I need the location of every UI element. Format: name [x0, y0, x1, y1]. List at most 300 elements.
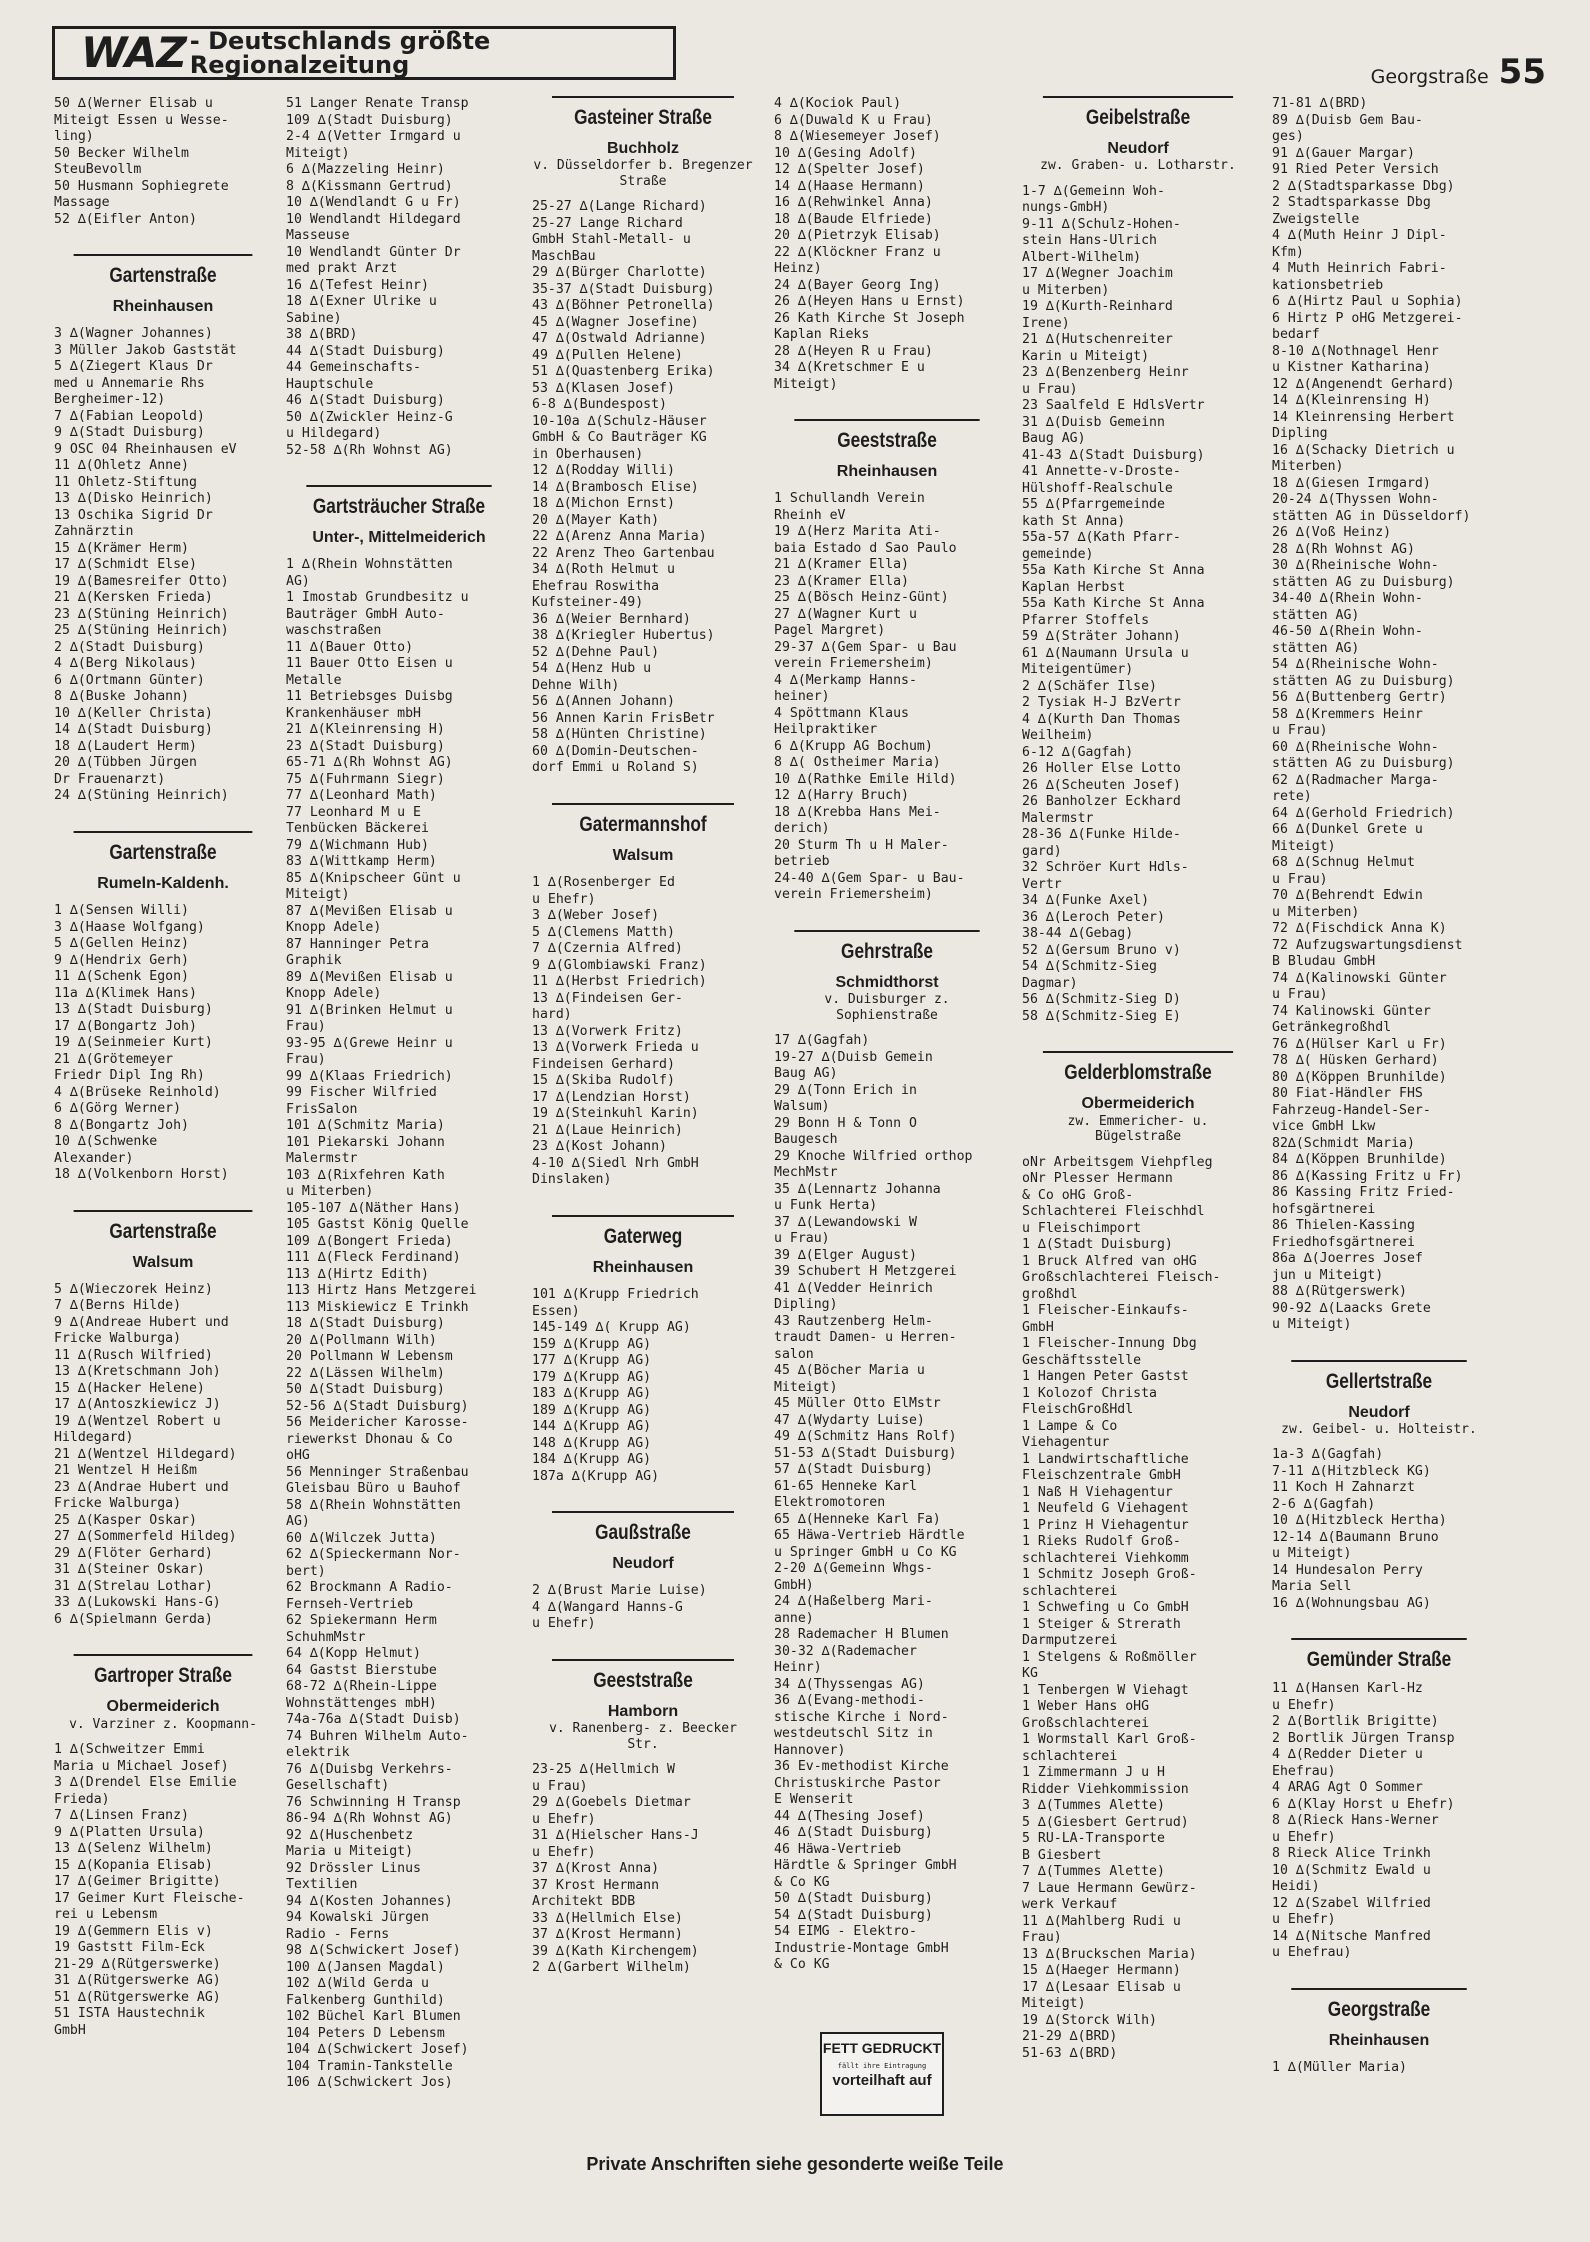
directory-entry: 22 ∆(Arenz Anna Maria)	[532, 529, 707, 545]
column-5	[1022, 96, 1254, 2062]
directory-entry: 17 ∆(Antoszkiewicz J)	[54, 1397, 221, 1413]
directory-entry: 5 ∆(Clemens Matth)	[532, 924, 675, 940]
directory-entry: 11a ∆(Klimek Hans)	[54, 985, 197, 1001]
directory-entry: 189 ∆(Krupp AG)	[532, 1402, 652, 1418]
directory-entry: 102 ∆(Wild Gerda u	[286, 1976, 429, 1992]
directory-entry: Dehne Wilh)	[532, 677, 620, 693]
directory-entry: 16 ∆(Schacky Dietrich u	[1272, 442, 1455, 458]
directory-entry: u Ehefr)	[1272, 1912, 1336, 1928]
directory-entry: 36 Ev-methodist Kirche	[774, 1759, 949, 1775]
directory-entry: 24 ∆(Haßelberg Mari-	[774, 1594, 933, 1610]
directory-entry: 6-8 ∆(Bundespost)	[532, 397, 667, 413]
directory-entry: 9 ∆(Hendrix Gerh)	[54, 952, 189, 968]
district-name: Neudorf	[612, 1555, 674, 1573]
directory-entry: 71-81 ∆(BRD)	[1272, 96, 1368, 111]
directory-entry: 62 ∆(Spieckermann Nor-	[286, 1547, 461, 1563]
directory-entry: 38 ∆(Kriegler Hubertus)	[532, 628, 715, 644]
district-name: Neudorf	[1107, 140, 1169, 158]
entry-list	[532, 875, 754, 1189]
directory-entry: schlachterei	[1022, 1748, 1118, 1764]
directory-entry: 62 Spiekermann Herm	[286, 1613, 437, 1629]
directory-entry: 1 Fleischer-Einkaufs-	[1022, 1303, 1189, 1319]
directory-entry: stätten AG in Düsseldorf)	[1272, 508, 1471, 524]
directory-entry: 3 ∆(Weber Josef)	[532, 908, 660, 924]
directory-entry: Ehefrau)	[1272, 1763, 1336, 1779]
directory-entry: 148 ∆(Krupp AG)	[532, 1435, 652, 1451]
directory-entry: 9 ∆(Glombiawski Franz)	[532, 957, 707, 973]
street-title: Gartenstraße	[74, 254, 253, 287]
directory-entry: heiner)	[774, 689, 830, 705]
directory-entry: Pfarrer Stoffels	[1022, 612, 1150, 628]
directory-entry: nungs-GmbH)	[1022, 200, 1110, 216]
directory-entry: 105 Gastst König Quelle	[286, 1217, 469, 1233]
directory-entry: 10 ∆(Rathke Emile Hild)	[774, 771, 957, 787]
street-range-note: v. Düsseldorfer b. Bregenzer Straße	[533, 158, 753, 189]
directory-entry: 51 ∆(Quastenberg Erika)	[532, 364, 715, 380]
directory-entry: 58 ∆(Hünten Christine)	[532, 727, 707, 743]
directory-entry: 72 Aufzugswartungsdienst	[1272, 937, 1463, 953]
directory-entry: Pagel Margret)	[774, 623, 886, 639]
directory-entry: ling)	[54, 129, 94, 144]
directory-entry: 18 ∆(Giesen Irmgard)	[1272, 475, 1431, 491]
directory-entry: 58 ∆(Kremmers Heinr	[1272, 706, 1423, 722]
directory-entry: u Ehefrau)	[1272, 1945, 1352, 1961]
directory-entry: 106 ∆(Schwickert Jos)	[286, 2075, 453, 2091]
directory-entry: Fricke Walburga)	[54, 1496, 182, 1512]
directory-entry: 1a-3 ∆(Gagfah)	[1272, 1447, 1384, 1463]
street-section	[54, 254, 272, 805]
street-title: Gartsträucher Straße	[306, 485, 491, 518]
directory-entry: 99 ∆(Klaas Friedrich)	[286, 1068, 453, 1084]
directory-entry: 7 ∆(Czernia Alfred)	[532, 941, 683, 957]
directory-entry: 183 ∆(Krupp AG)	[532, 1386, 652, 1402]
directory-entry: 11 Bauer Otto Eisen u	[286, 656, 453, 672]
directory-entry: 31 ∆(Hielscher Hans-J	[532, 1828, 699, 1844]
directory-entry: 26 Holler Else Lotto	[1022, 761, 1181, 777]
directory-entry: 46 ∆(Stadt Duisburg)	[286, 393, 445, 408]
directory-entry: Hildegard)	[54, 1430, 134, 1446]
directory-entry: Miteigt)	[1272, 838, 1336, 854]
directory-entry: 13 ∆(Vorwerk Fritz)	[532, 1023, 683, 1039]
directory-entry: FrisSalon	[286, 1101, 358, 1117]
directory-entry: Miterben)	[1272, 459, 1344, 474]
masthead	[52, 26, 676, 80]
directory-entry: 1-7 ∆(Gemeinn Woh-	[1022, 183, 1165, 199]
directory-entry: 22 Arenz Theo Gartenbau	[532, 545, 715, 561]
entry-list	[54, 1742, 272, 2039]
directory-entry: 91 ∆(Gauer Margar)	[1272, 145, 1415, 161]
directory-entry: Miteigt Essen u Wesse-	[54, 112, 229, 128]
directory-entry: 39 ∆(Kath Kirchengem)	[532, 1943, 699, 1959]
directory-entry: & Co oHG Groß-	[1022, 1187, 1134, 1203]
directory-entry: 23 ∆(Andrae Hubert und	[54, 1479, 229, 1495]
directory-entry: 51-53 ∆(Stadt Duisburg)	[774, 1445, 957, 1461]
column-3	[532, 96, 754, 1977]
directory-entry: 38-44 ∆(Gebag)	[1022, 926, 1134, 942]
directory-entry: 2 Bortlik Jürgen Transp	[1272, 1730, 1455, 1746]
directory-entry: 9 ∆(Andreae Hubert und	[54, 1314, 229, 1330]
entry-list	[1022, 1155, 1254, 2063]
directory-entry: 11 ∆(Bauer Otto)	[286, 639, 414, 655]
directory-entry: 52 ∆(Gersum Bruno v)	[1022, 942, 1181, 958]
directory-entry: Findeisen Gerhard)	[532, 1056, 675, 1072]
directory-entry: 52-58 ∆(Rh Wohnst AG)	[286, 442, 453, 458]
district-name: Obermeiderich	[106, 1698, 220, 1716]
directory-entry: 31 ∆(Steiner Oskar)	[54, 1562, 205, 1578]
directory-entry: werk Verkauf	[1022, 1897, 1118, 1913]
directory-entry: 13 Oschika Sigrid Dr	[54, 507, 213, 523]
street-title: Gartenstraße	[74, 831, 253, 864]
directory-entry: 9 OSC 04 Rheinhausen eV	[54, 441, 237, 457]
directory-entry: 54 ∆(Schmitz-Sieg	[1022, 959, 1157, 975]
directory-entry: 1 Naß H Viehagentur	[1022, 1484, 1173, 1500]
directory-entry: 28 ∆(Heyen R u Frau)	[774, 343, 933, 359]
directory-entry: Friedr Dipl Ing Rh)	[54, 1068, 205, 1084]
directory-entry: 1 ∆(Müller Maria)	[1272, 2060, 1407, 2076]
directory-entry: 113 Hirtz Hans Metzgerei	[286, 1283, 477, 1299]
directory-entry: 111 ∆(Fleck Ferdinand)	[286, 1250, 461, 1266]
directory-entry: Frau)	[286, 1052, 326, 1068]
directory-entry: 4 ∆(Berg Nikolaus)	[54, 656, 197, 672]
directory-entry: 68 ∆(Schnug Helmut	[1272, 855, 1415, 870]
directory-entry: in Oberhausen)	[532, 446, 644, 462]
directory-entry: 62 ∆(Radmacher Marga-	[1272, 772, 1439, 788]
directory-entry: 12 ∆(Rodday Willi)	[532, 463, 675, 479]
directory-entry: 60 ∆(Domin-Deutschen-	[532, 743, 699, 759]
directory-entry: 109 ∆(Stadt Duisburg)	[286, 112, 453, 128]
directory-entry: 16 ∆(Wohnungsbau AG)	[1272, 1595, 1431, 1611]
directory-entry: 36 ∆(Weier Bernhard)	[532, 611, 691, 627]
directory-entry: 4 Muth Heinrich Fabri-	[1272, 261, 1447, 276]
directory-entry: 50 Husmann Sophiegrete	[54, 178, 229, 194]
directory-entry: Hülshoff-Realschule	[1022, 480, 1173, 496]
street-title: Gemünder Straße	[1291, 1638, 1466, 1671]
directory-entry: E Wenserit	[774, 1792, 854, 1808]
directory-entry: 1 Fleischer-Innung Dbg	[1022, 1336, 1197, 1352]
directory-entry: 12 ∆(Angenendt Gerhard)	[1272, 376, 1455, 392]
directory-entry: Frau)	[1022, 1930, 1062, 1946]
directory-entry: Geschäftsstelle	[1022, 1352, 1142, 1368]
directory-entry: Miteigt)	[286, 145, 350, 161]
directory-entry: 6 ∆(Duwald K u Frau)	[774, 112, 933, 128]
directory-entry: 11 ∆(Ohletz Anne)	[54, 458, 189, 474]
directory-entry: 9 ∆(Platten Ursula)	[54, 1824, 205, 1840]
directory-entry: 3 ∆(Tummes Alette)	[1022, 1798, 1165, 1814]
directory-entry: Wohnstättenges mbH)	[286, 1695, 437, 1711]
directory-entry: 74 Buhren Wilhelm Auto-	[286, 1728, 469, 1744]
directory-entry: 74 ∆(Kalinowski Günter	[1272, 970, 1447, 986]
directory-entry: 3 Müller Jakob Gaststät	[54, 342, 237, 358]
directory-entry: 19 ∆(Bamesreifer Otto)	[54, 573, 229, 589]
directory-entry: 4 ∆(Kurth Dan Thomas	[1022, 711, 1181, 727]
directory-entry: 55a-57 ∆(Kath Pfarr-	[1022, 530, 1181, 546]
directory-entry: u Springer GmbH u Co KG	[774, 1544, 957, 1560]
street-range-note: v. Ranenberg- z. Beecker Str.	[549, 1721, 737, 1752]
directory-entry: 3 ∆(Haase Wolfgang)	[54, 919, 205, 935]
directory-entry: Maria u Miteigt)	[286, 1844, 414, 1860]
directory-entry: 56 ∆(Buttenberg Gertr)	[1272, 690, 1447, 705]
directory-entry: 72 ∆(Fischdick Anna K)	[1272, 921, 1447, 936]
directory-entry: 98 ∆(Schwickert Josef)	[286, 1943, 461, 1959]
page-header	[1371, 52, 1546, 92]
street-section	[286, 485, 512, 2092]
directory-entry: 20-24 ∆(Thyssen Wohn-	[1272, 492, 1439, 507]
directory-entry: riewerkst Dhonau & Co	[286, 1431, 453, 1447]
directory-entry: u Ehefr)	[1272, 1829, 1336, 1845]
directory-entry: 43 Rautzenberg Helm-	[774, 1313, 933, 1329]
directory-entry: 21 ∆(Grötemeyer	[54, 1051, 174, 1067]
directory-entry: bedarf	[1272, 327, 1320, 342]
running-head-street: Georgstraße	[1370, 66, 1489, 88]
directory-entry: 28-36 ∆(Funke Hilde-	[1022, 827, 1181, 843]
directory-entry: Miteigt)	[774, 1379, 838, 1395]
directory-entry: 77 ∆(Leonhard Math)	[286, 788, 437, 804]
directory-entry: 8 ∆(Buske Johann)	[54, 689, 189, 705]
street-section	[532, 803, 754, 1189]
directory-entry: 88 ∆(Rütgerswerk)	[1272, 1284, 1407, 1299]
directory-entry: 29 ∆(Goebels Dietmar	[532, 1795, 691, 1811]
directory-entry: 10 ∆(Hitzbleck Hertha)	[1272, 1513, 1447, 1529]
directory-entry: Albert-Wilhelm)	[1022, 249, 1142, 265]
street-section	[532, 1215, 754, 1485]
directory-entry: u Ehefr)	[532, 1616, 596, 1632]
directory-entry: Essen)	[532, 1303, 580, 1319]
directory-entry: 51 ∆(Rütgerswerke AG)	[54, 1989, 221, 2005]
directory-entry: Kufsteiner-49)	[532, 595, 644, 611]
directory-entry: 13 ∆(Vorwerk Frieda u	[532, 1040, 699, 1056]
directory-entry: 24 ∆(Stüning Heinrich)	[54, 788, 229, 804]
directory-entry: 7-11 ∆(Hitzbleck KG)	[1272, 1463, 1431, 1479]
directory-entry: 21 ∆(Kersken Frieda)	[54, 590, 213, 606]
directory-entry: 21-29 ∆(Rütgerswerke)	[54, 1956, 221, 1972]
directory-entry: 52 ∆(Eifler Anton)	[54, 211, 197, 227]
directory-entry: 82∆(Schmidt Maria)	[1272, 1135, 1415, 1151]
directory-entry: 1 Zimmermann J u H	[1022, 1765, 1165, 1781]
street-section	[532, 96, 754, 777]
directory-entry: 28 Rademacher H Blumen	[774, 1627, 949, 1643]
directory-entry: 39 Schubert H Metzgerei	[774, 1264, 957, 1280]
directory-entry: 29 ∆(Tonn Erich in	[774, 1082, 917, 1098]
directory-entry: 14 Hundesalon Perry	[1272, 1562, 1423, 1578]
directory-entry: 10 ∆(Keller Christa)	[54, 705, 213, 721]
directory-entry: 99 Fischer Wilfried	[286, 1085, 437, 1101]
directory-entry: FleischGroßHdl	[1022, 1402, 1134, 1418]
street-title: Gellertstraße	[1291, 1360, 1466, 1393]
entry-list	[532, 1762, 754, 1977]
directory-entry: 37 Krost Hermann	[532, 1877, 660, 1893]
directory-entry: 13 ∆(Findeisen Ger-	[532, 990, 683, 1006]
directory-entry: stätten AG zu Duisburg)	[1272, 673, 1455, 689]
directory-entry: 2 ∆(Brust Marie Luise)	[532, 1583, 707, 1599]
directory-entry: 145-149 ∆( Krupp AG)	[532, 1320, 691, 1336]
directory-entry: Massage	[54, 195, 110, 210]
directory-entry: 23 ∆(Kramer Ella)	[774, 573, 909, 589]
district-name: Obermeiderich	[1081, 1095, 1195, 1113]
entry-list	[1272, 2060, 1486, 2077]
directory-entry: 101 ∆(Krupp Friedrich	[532, 1287, 699, 1303]
directory-entry: Heidi)	[1272, 1879, 1320, 1895]
street-section	[54, 96, 272, 228]
directory-entry: 18 ∆(Baude Elfriede)	[774, 211, 933, 227]
page-number: 55	[1498, 52, 1546, 92]
directory-entry: 11 ∆(Hansen Karl-Hz	[1272, 1681, 1423, 1697]
district-name: Neudorf	[1348, 1403, 1410, 1421]
directory-entry: 61-65 Henneke Karl	[774, 1478, 917, 1494]
directory-entry: 64 ∆(Gerhold Friedrich)	[1272, 805, 1455, 821]
directory-entry: 29 Knoche Wilfried orthop	[774, 1148, 973, 1164]
directory-entry: 19-27 ∆(Duisb Gemein	[774, 1049, 933, 1065]
ad-headline: FETT GEDRUCKT	[822, 2040, 942, 2056]
directory-entry: 12 ∆(Harry Bruch)	[774, 788, 909, 804]
directory-entry: 78 ∆( Hüsken Gerhard)	[1272, 1053, 1439, 1068]
directory-entry: Metalle	[286, 672, 342, 688]
directory-entry: Fleischzentrale GmbH	[1022, 1468, 1181, 1484]
directory-entry: 2-4 ∆(Vetter Irmgard u	[286, 129, 461, 144]
directory-entry: u Frau)	[1272, 723, 1328, 738]
street-range-note: zw. Geibel- u. Holteistr.	[1281, 1421, 1477, 1437]
directory-entry: Christuskirche Pastor	[774, 1775, 941, 1791]
directory-entry: 77 Leonhard M u E	[286, 804, 421, 820]
entry-list	[1272, 1681, 1486, 1962]
street-section	[54, 1210, 272, 1629]
directory-entry: 18 ∆(Laudert Herm)	[54, 738, 197, 754]
directory-entry: gemeinde)	[1022, 546, 1094, 562]
directory-entry: 21 ∆(Kramer Ella)	[774, 557, 909, 573]
directory-entry: 19 ∆(Seinmeier Kurt)	[54, 1035, 213, 1051]
directory-entry: 14 ∆(Kleinrensing H)	[1272, 393, 1431, 408]
directory-entry: u Frau)	[1022, 381, 1078, 397]
directory-entry: Baug AG)	[774, 1066, 838, 1082]
directory-entry: 86a ∆(Joerres Josef	[1272, 1251, 1423, 1266]
entry-list	[532, 1287, 754, 1485]
directory-entry: hard)	[532, 1007, 572, 1023]
directory-entry: 14 Kleinrensing Herbert	[1272, 409, 1455, 425]
directory-entry: Dinslaken)	[532, 1172, 612, 1188]
directory-entry: 26 Banholzer Eckhard	[1022, 794, 1181, 810]
street-range-note: zw. Graben- u. Lotharstr.	[1040, 158, 1236, 174]
directory-entry: 4 ∆(Muth Heinr J Dipl-	[1272, 228, 1447, 243]
directory-entry: GmbH Stahl-Metall- u	[532, 232, 691, 248]
district-name: Unter-, Mittelmeiderich	[312, 529, 486, 547]
directory-entry: Großschlachterei	[1022, 1715, 1150, 1731]
directory-entry: 35 ∆(Lennartz Johanna	[774, 1181, 941, 1197]
directory-entry: 1 Tenbergen W Viehagt	[1022, 1682, 1189, 1698]
directory-entry: 56 Menninger Straßenbau	[286, 1464, 469, 1480]
directory-entry: 7 ∆(Berns Hilde)	[54, 1298, 182, 1314]
directory-entry: Miteigt)	[774, 376, 838, 392]
directory-entry: 26 ∆(Voß Heinz)	[1272, 525, 1392, 540]
street-title: Geeststraße	[552, 1659, 734, 1692]
directory-entry: 2 Stadtsparkasse Dbg	[1272, 195, 1431, 210]
directory-entry: 109 ∆(Bongert Frieda)	[286, 1233, 453, 1249]
directory-entry: salon	[774, 1346, 814, 1362]
directory-entry: 65 ∆(Henneke Karl Fa)	[774, 1511, 941, 1527]
directory-entry: 19 ∆(Storck Wilh)	[1022, 2012, 1157, 2028]
bold-print-ad	[820, 2032, 944, 2116]
directory-entry: 52 ∆(Dehne Paul)	[532, 644, 660, 660]
directory-entry: SteuBevollm	[54, 162, 142, 177]
directory-entry: 23 Saalfeld E HdlsVertr	[1022, 398, 1205, 414]
directory-entry: 26 ∆(Scheuten Josef)	[1022, 777, 1181, 793]
directory-entry: Ehefrau Roswitha	[532, 578, 660, 594]
directory-entry: 51-63 ∆(BRD)	[1022, 2045, 1118, 2061]
district-name: Rheinhausen	[836, 463, 938, 481]
directory-entry: 92 Drössler Linus	[286, 1860, 421, 1876]
directory-entry: 10-10a ∆(Schulz-Häuser	[532, 413, 707, 429]
directory-entry: 44 Gemeinschafts-	[286, 360, 421, 375]
directory-entry: 1 Schmitz Joseph Groß-	[1022, 1567, 1197, 1583]
directory-entry: 19 ∆(Steinkuhl Karin)	[532, 1106, 699, 1122]
directory-entry: AG)	[286, 573, 310, 589]
district-name: Walsum	[132, 1253, 194, 1271]
directory-entry: 41 ∆(Vedder Heinrich	[774, 1280, 933, 1296]
directory-entry: 58 ∆(Rhein Wohnstätten	[286, 1497, 461, 1513]
directory-entry: 5 ∆(Wieczorek Heinz)	[54, 1281, 213, 1297]
directory-entry: 11 ∆(Schenk Egon)	[54, 969, 189, 985]
directory-entry: u Miterben)	[1022, 282, 1110, 298]
district-name: Rumeln-Kaldenh.	[97, 874, 229, 892]
directory-entry: u Ehefr)	[532, 891, 596, 907]
directory-entry: u Ehefr)	[532, 1811, 596, 1827]
directory-entry: 20 ∆(Mayer Kath)	[532, 512, 660, 528]
directory-entry: 19 ∆(Kurth-Reinhard	[1022, 299, 1173, 315]
directory-entry: Hannover)	[774, 1742, 846, 1758]
street-title: Gaterweg	[552, 1215, 734, 1248]
directory-entry: 13 ∆(Selenz Wilhelm)	[54, 1841, 213, 1857]
directory-entry: verein Friemersheim)	[774, 656, 933, 672]
directory-entry: 31 ∆(Duisb Gemeinn	[1022, 414, 1165, 430]
directory-entry: 184 ∆(Krupp AG)	[532, 1452, 652, 1468]
directory-entry: 5 RU-LA-Transporte	[1022, 1831, 1165, 1847]
directory-entry: 1 Kolozof Christa	[1022, 1385, 1157, 1401]
directory-entry: 6-12 ∆(Gagfah)	[1022, 744, 1134, 760]
directory-entry: 34-40 ∆(Rhein Wohn-	[1272, 591, 1423, 606]
directory-entry: 37 ∆(Lewandowski W	[774, 1214, 917, 1230]
directory-entry: Heinz)	[774, 261, 822, 276]
directory-entry: 21 ∆(Hutschenreiter	[1022, 332, 1173, 348]
directory-entry: 104 Peters D Lebensm	[286, 2025, 445, 2041]
directory-entry: oNr Plesser Hermann	[1022, 1171, 1173, 1187]
directory-entry: 21-29 ∆(BRD)	[1022, 2029, 1118, 2045]
directory-entry: anne)	[774, 1610, 814, 1626]
directory-entry: 38 ∆(BRD)	[286, 327, 358, 342]
directory-entry: 11 Ohletz-Stiftung	[54, 474, 197, 490]
directory-entry: 55a Kath Kirche St Anna	[1022, 596, 1205, 612]
directory-entry: vice GmbH Lkw	[1272, 1119, 1376, 1134]
district-name: Rheinhausen	[1328, 2032, 1430, 2050]
directory-entry: Härdtle & Springer GmbH	[774, 1858, 957, 1874]
directory-entry: u Miteigt)	[1272, 1317, 1352, 1332]
directory-entry: GmbH	[54, 2022, 86, 2038]
directory-entry: 20 ∆(Pollmann Wilh)	[286, 1332, 437, 1348]
column-2	[286, 96, 512, 2092]
street-title: Gaußstraße	[552, 1511, 734, 1544]
directory-entry: 6 ∆(Klay Horst u Ehefr)	[1272, 1796, 1455, 1812]
directory-entry: 76 Schwinning H Transp	[286, 1794, 461, 1810]
directory-entry: Schlachterei Fleischhdl	[1022, 1204, 1205, 1220]
directory-entry: 100 ∆(Jansen Magdal)	[286, 1959, 445, 1975]
directory-entry: 29 Bonn H & Tonn O	[774, 1115, 917, 1131]
directory-entry: 12 ∆(Spelter Josef)	[774, 162, 925, 177]
directory-entry: 16 ∆(Rehwinkel Anna)	[774, 195, 933, 210]
directory-entry: Bauträger GmbH Auto-	[286, 606, 445, 622]
entry-list	[54, 326, 272, 805]
directory-entry: Viehagentur	[1022, 1435, 1110, 1451]
directory-entry: 20 Pollmann W Lebensm	[286, 1349, 453, 1365]
directory-entry: 9-11 ∆(Schulz-Hohen-	[1022, 216, 1181, 232]
directory-entry: 30-32 ∆(Rademacher	[774, 1643, 917, 1659]
directory-entry: 2 ∆(Stadt Duisburg)	[54, 639, 205, 655]
